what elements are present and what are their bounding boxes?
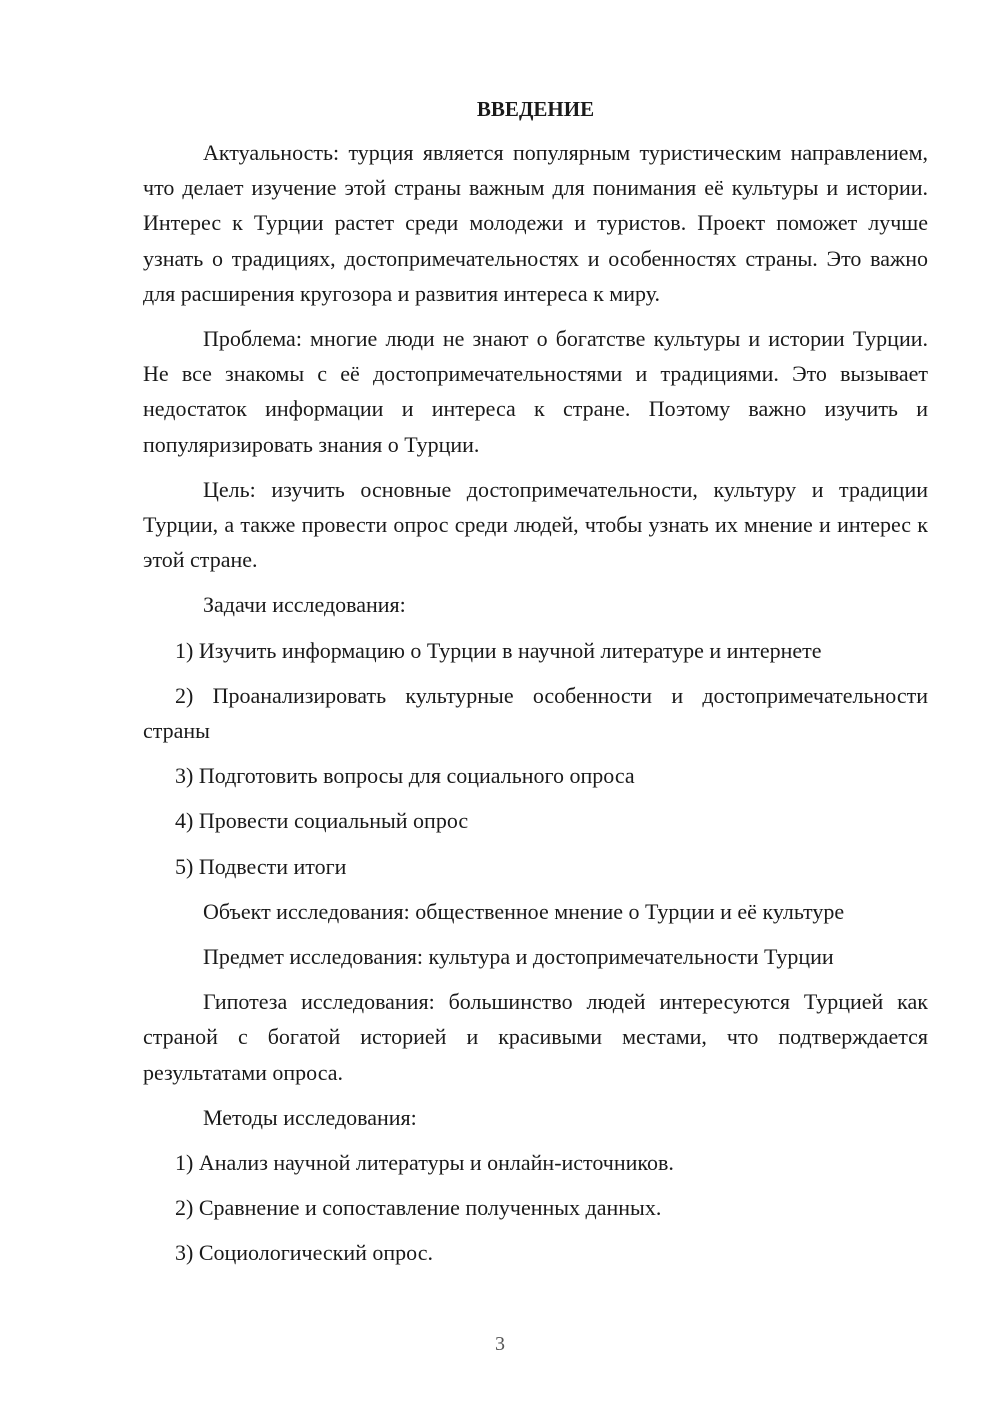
task-item-2: 2) Проанализировать культурные особенности и достопримечательности страны — [143, 682, 928, 744]
method-item-2: 2) Сравнение и сопоставление полученных данных. — [175, 1195, 662, 1221]
task-item-1: 1) Изучить информацию о Турции в научной литературе и интернете — [175, 637, 822, 663]
task-item-3: 3) Подготовить вопросы для социального опроса — [175, 763, 635, 789]
methods-heading: Методы исследования: — [203, 1104, 417, 1130]
method-item-1: 1) Анализ научной литературы и онлайн-источников. — [175, 1150, 674, 1176]
method-item-3: 3) Социологический опрос. — [175, 1240, 433, 1266]
subject-paragraph: Предмет исследования: культура и достопримечательности Турции — [203, 944, 834, 970]
tasks-heading: Задачи исследования: — [203, 592, 406, 618]
task-item-5: 5) Подвести итоги — [175, 853, 347, 879]
task-item-4: 4) Провести социальный опрос — [175, 808, 469, 834]
section-title: ВВЕДЕНИЕ — [476, 97, 595, 121]
document-page — [143, 92, 928, 1281]
page-number: 3 — [495, 1333, 505, 1355]
problem-paragraph: Проблема: многие люди не знают о богатстве культуры и истории Турции. Не все знакомы с её достопримечательностями и традициями. Это вызывает недостаток информации и интереса к стране. Поэтому важно изучить и популяризировать знания о Турции. — [143, 326, 928, 457]
object-paragraph: Объект исследования: общественное мнение о Турции и её культуре — [203, 898, 845, 924]
hypothesis-paragraph: Гипотеза исследования: большинство людей интересуются Турцией как страной с богатой историей и красивыми местами, что подтверждается результатами опроса. — [143, 989, 928, 1085]
goal-paragraph: Цель: изучить основные достопримечательности, культуру и традиции Турции, а также провести опрос среди людей, чтобы узнать их мнение и интерес к этой стране. — [143, 476, 928, 573]
relevance-paragraph: Актуальность: турция является популярным туристическим направлением, что делает изучение этой страны важным для понимания её культуры и истории. Интерес к Турции растет среди молодежи и туристов. Проект поможет лучше узнать о традициях, достопримечательностях и особенностях страны. Это важно для расширения кругозора и развития интереса к миру. — [143, 140, 928, 306]
